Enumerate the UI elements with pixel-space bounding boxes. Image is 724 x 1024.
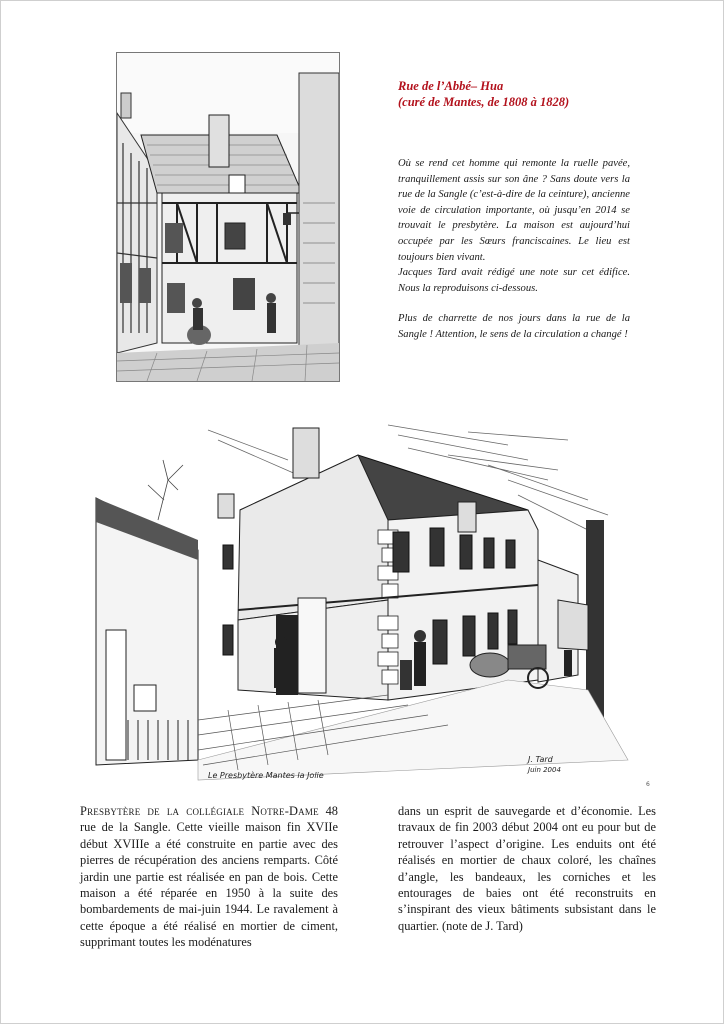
article-heading: Presbytère de la collégiale Notre-Dame [80,804,319,818]
article-text-col2: dans un esprit de sauvegarde et d’économie. Les travaux de fin 2003 début 2004 ont eu pour but de retrouver l’aspect d’origine. Les enduits ont été réalisés en mortier de chaux coloré, les chaînes d’angle, les bandeaux, les corniches et les entourages de baies ont été reconstruits en s’inspirant des vieux bâtiments subsistant dans le quartier. (note de J. Tard) [398,804,656,933]
presbytery-drawing-svg [88,420,658,792]
artist-signature: J. Tard [528,755,553,764]
drawing-inscription: Le Presbytère Mantes la Jolie [208,771,324,780]
article-column-1 [80,803,338,951]
caption-title-subtitle: (curé de Mantes, de 1808 à 1828) [398,95,570,109]
article-paragraph-1 [80,803,338,951]
caption-body [398,156,630,343]
presbytery-drawing [88,420,658,792]
caption-paragraph-3: Plus de charrette de nos jours dans la rue de la Sangle ! Attention, le sens de la circulation a changé ! [398,313,630,340]
artist-signature-date: Juin 2004 [528,766,561,774]
page-mark: 6 [646,781,650,788]
article-body [80,803,656,951]
street-drawing-svg [117,53,339,381]
caption-paragraph-1: Où se rend cet homme qui remonte la ruelle pavée, tranquillement assis sur son âne ? Sans doute vers la rue de la Sangle (c’est-à-dire de la ceinture), ancienne voie de circulation importante, où jusqu’en 2014 se trouvait le presbytère. La maison est aujourd’hui occupée par les Sœurs franciscaines. Le lieu est toujours bien vivant. [398,158,630,263]
street-drawing-rue-abbe-hua [116,52,340,382]
caption-paragraph-2: Jacques Tard avait rédigé une note sur cet édifice. Nous la reproduisons ci-dessous. [398,267,630,294]
article-column-2 [398,803,656,951]
caption-block [398,78,630,343]
article-text-col1: 48 rue de la Sangle. Cette vieille maison fin XVIIe début XVIIIe a été construite en partie avec des pierres de récupération des anciens remparts. Côté jardin une partie est réalisée en pan de bois. Cette maison a été réparée en 1950 à la suite des bombardements de mai-juin 1944. Le ravalement à cette époque a été réalisé en mortier de ciment, supprimant toutes les modénatures [80,804,338,950]
caption-title-street: Rue de l’Abbé– Hua [398,79,504,93]
